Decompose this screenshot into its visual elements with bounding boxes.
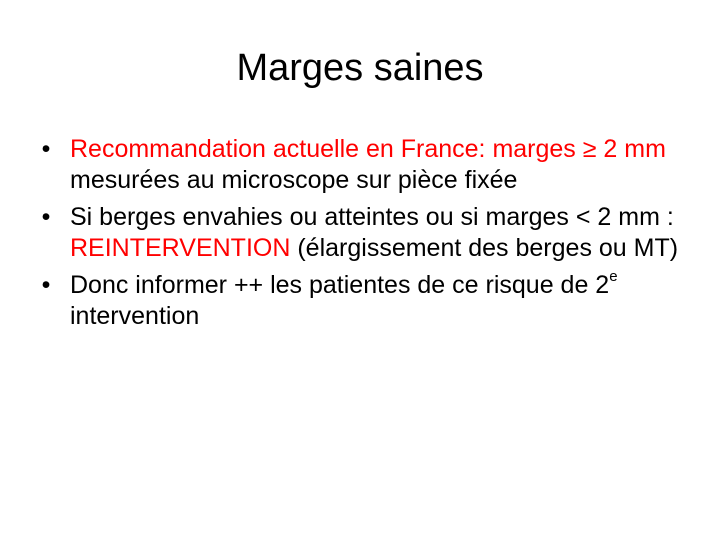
inform-patients-end-text: intervention (70, 302, 200, 330)
reintervention-highlight: REINTERVENTION (70, 234, 291, 262)
slide-title: Marges saines (236, 47, 484, 89)
bullet-icon: • (41, 271, 51, 299)
reintervention-detail-text: (élargissement des berges ou MT) (290, 234, 679, 262)
ordinal-superscript: e (609, 267, 618, 285)
bullet-item-reintervention (36, 202, 696, 264)
recommendation-highlight: Recommandation actuelle en France: marges ≥ 2 mm (70, 135, 666, 163)
reintervention-condition-text: Si berges envahies ou atteintes ou si marges < 2 mm : (70, 203, 674, 231)
bullet-item-inform-patients (36, 267, 696, 332)
recommendation-text: mesurées au microscope sur pièce fixée (70, 166, 518, 194)
inform-patients-text: Donc informer ++ les patientes de ce risque de 2 (70, 271, 610, 299)
bullet-icon: • (41, 135, 51, 163)
bullet-icon: • (41, 203, 51, 231)
bullet-list (36, 134, 696, 338)
bullet-item-recommendation (36, 134, 696, 196)
